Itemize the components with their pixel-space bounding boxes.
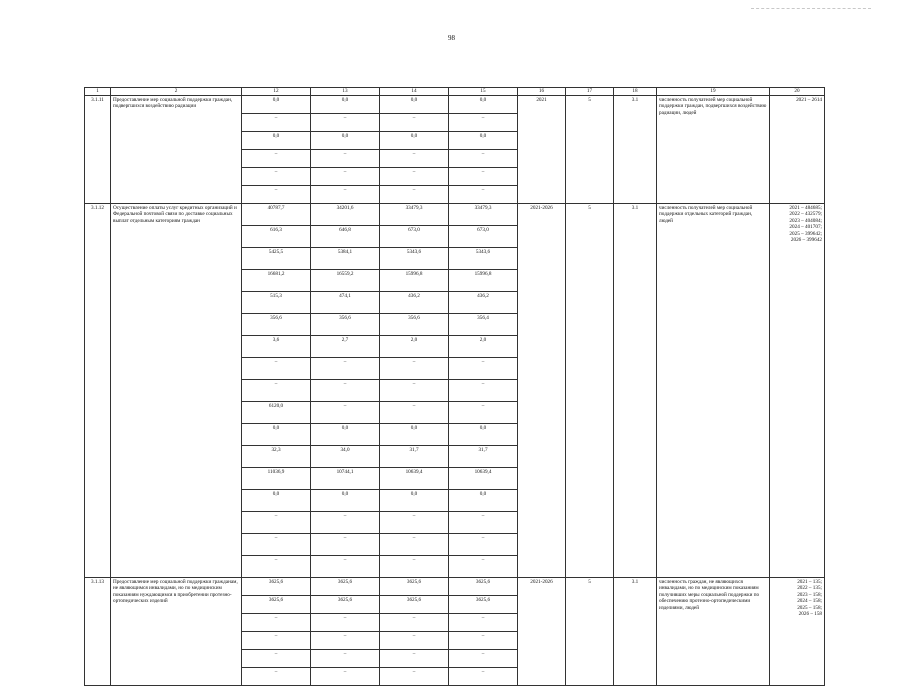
value-cell: 5343,6 <box>449 247 518 269</box>
value-cell: – <box>380 401 449 423</box>
table-row <box>85 203 825 225</box>
value-cell: 31,7 <box>380 445 449 467</box>
value-cell: 0,0 <box>449 131 518 149</box>
header-row <box>85 88 825 96</box>
value-cell: – <box>449 167 518 185</box>
col-header: 16 <box>518 88 566 96</box>
value-cell: – <box>449 379 518 401</box>
value-cell: 2,0 <box>449 335 518 357</box>
item-indicator: численность граждан, не являющихся инвалидами, но по медицинским показаниям получивших меры социальной поддержки по обеспечению протезно-ортопедическими изделиями, людей <box>657 577 770 685</box>
value-cell: 2,7 <box>311 335 380 357</box>
value-cell: 10744,1 <box>311 467 380 489</box>
col-header: 1 <box>85 88 111 96</box>
value-cell: 5343,6 <box>380 247 449 269</box>
item-targets: 2021 – 135; 2022 – 135; 2023 – 158; 2024 – 158; 2025 – 158; 2026 – 158 <box>770 577 825 685</box>
value-cell: 10639,4 <box>380 467 449 489</box>
value-cell: 646,8 <box>311 225 380 247</box>
program-table <box>84 87 825 686</box>
value-cell: 16681,2 <box>242 269 311 291</box>
value-cell: – <box>380 555 449 577</box>
value-cell: 0,0 <box>311 489 380 511</box>
value-cell: 3625,6 <box>242 577 311 595</box>
value-cell: 0,0 <box>380 489 449 511</box>
value-cell: 436,2 <box>380 291 449 313</box>
item-period: 2021 <box>518 95 566 203</box>
value-cell: – <box>242 511 311 533</box>
value-cell: – <box>242 667 311 685</box>
value-cell: 356,6 <box>311 313 380 335</box>
value-cell: 673,0 <box>449 225 518 247</box>
value-cell: 515,3 <box>242 291 311 313</box>
value-cell: 0,0 <box>242 95 311 113</box>
value-cell: 0,0 <box>311 423 380 445</box>
value-cell: 0,0 <box>449 95 518 113</box>
value-cell: – <box>449 555 518 577</box>
value-cell: 0,0 <box>380 423 449 445</box>
value-cell: – <box>242 167 311 185</box>
value-cell: – <box>380 379 449 401</box>
value-cell: 34201,6 <box>311 203 380 225</box>
value-cell: – <box>311 667 380 685</box>
value-cell: – <box>380 357 449 379</box>
value-cell: – <box>311 379 380 401</box>
col-header: 17 <box>566 88 614 96</box>
value-cell: 356,4 <box>449 313 518 335</box>
page-number: 98 <box>448 34 455 42</box>
value-cell: 10639,4 <box>449 467 518 489</box>
value-cell: 34,0 <box>311 445 380 467</box>
value-cell: – <box>242 357 311 379</box>
item-col18: 3.1 <box>614 577 657 685</box>
value-cell: – <box>242 631 311 649</box>
value-cell: 673,0 <box>380 225 449 247</box>
item-period: 2021-2026 <box>518 577 566 685</box>
value-cell: – <box>380 533 449 555</box>
table-row <box>85 95 825 113</box>
value-cell: 3625,6 <box>242 595 311 613</box>
value-cell: 31,7 <box>449 445 518 467</box>
value-cell: – <box>311 613 380 631</box>
value-cell: 0,0 <box>242 423 311 445</box>
value-cell: – <box>311 555 380 577</box>
value-cell: 3625,6 <box>449 595 518 613</box>
value-cell: – <box>449 149 518 167</box>
value-cell: – <box>449 185 518 203</box>
value-cell: 356,6 <box>242 313 311 335</box>
item-targets: 2021 – 2614 <box>770 95 825 203</box>
col-header: 18 <box>614 88 657 96</box>
item-targets: 2021 – 484685; 2022 – 432579; 2023 – 404084; 2024 – 401707; 2025 – 399642; 2026 – 399642 <box>770 203 825 577</box>
value-cell: – <box>311 113 380 131</box>
item-col17: 5 <box>566 95 614 203</box>
value-cell: 5425,5 <box>242 247 311 269</box>
col-header: 15 <box>449 88 518 96</box>
value-cell: – <box>449 667 518 685</box>
value-cell: – <box>311 401 380 423</box>
value-cell: – <box>311 649 380 667</box>
value-cell: – <box>242 533 311 555</box>
value-cell: 15996,8 <box>380 269 449 291</box>
value-cell: – <box>380 167 449 185</box>
value-cell: 0,0 <box>449 489 518 511</box>
value-cell: 33479,3 <box>380 203 449 225</box>
col-header: 19 <box>657 88 770 96</box>
value-cell: 0,0 <box>380 95 449 113</box>
value-cell: 0,0 <box>311 95 380 113</box>
value-cell: – <box>311 185 380 203</box>
value-cell: – <box>380 667 449 685</box>
item-indicator: численность получателей мер социальной поддержки отдельных категорий граждан, людей <box>657 203 770 577</box>
value-cell: – <box>242 149 311 167</box>
value-cell: 32,3 <box>242 445 311 467</box>
value-cell: 356,6 <box>380 313 449 335</box>
value-cell: 11036,9 <box>242 467 311 489</box>
item-code: 3.1.11 <box>85 95 111 203</box>
item-period: 2021-2026 <box>518 203 566 577</box>
col-header: 13 <box>311 88 380 96</box>
value-cell: – <box>380 649 449 667</box>
value-cell: 6120,0 <box>242 401 311 423</box>
item-name: Предоставление мер социальной поддержки граждан, подвергшихся воздействию радиации <box>111 95 242 203</box>
value-cell: – <box>380 113 449 131</box>
item-code: 3.1.12 <box>85 203 111 577</box>
value-cell: – <box>449 357 518 379</box>
value-cell: – <box>311 533 380 555</box>
value-cell: 16559,2 <box>311 269 380 291</box>
value-cell: 0,0 <box>449 423 518 445</box>
value-cell: – <box>242 555 311 577</box>
value-cell: 0,0 <box>242 131 311 149</box>
value-cell: – <box>380 185 449 203</box>
value-cell: 616,3 <box>242 225 311 247</box>
value-cell: – <box>242 113 311 131</box>
value-cell: – <box>449 631 518 649</box>
item-col17: 5 <box>566 577 614 685</box>
value-cell: 3625,6 <box>380 577 449 595</box>
value-cell: – <box>311 167 380 185</box>
item-col18: 3.1 <box>614 203 657 577</box>
value-cell: 3625,6 <box>311 595 380 613</box>
value-cell: 3,6 <box>242 335 311 357</box>
value-cell: – <box>380 613 449 631</box>
value-cell: – <box>449 533 518 555</box>
value-cell: 33479,3 <box>449 203 518 225</box>
item-col17: 5 <box>566 203 614 577</box>
value-cell: – <box>311 357 380 379</box>
item-name: Осуществление оплаты услуг кредитных организаций и Федеральной почтовой связи по доставке социальных выплат отдельным категориям граждан <box>111 203 242 577</box>
top-corner-line <box>751 8 871 9</box>
value-cell: – <box>311 631 380 649</box>
item-code: 3.1.13 <box>85 577 111 685</box>
value-cell: 474,1 <box>311 291 380 313</box>
value-cell: – <box>380 149 449 167</box>
value-cell: 3625,6 <box>380 595 449 613</box>
value-cell: 3625,6 <box>449 577 518 595</box>
value-cell: 0,0 <box>380 131 449 149</box>
value-cell: – <box>311 511 380 533</box>
value-cell: 2,0 <box>380 335 449 357</box>
value-cell: 5384,1 <box>311 247 380 269</box>
col-header: 2 <box>111 88 242 96</box>
value-cell: – <box>242 649 311 667</box>
value-cell: – <box>242 379 311 401</box>
value-cell: 0,0 <box>311 131 380 149</box>
value-cell: – <box>242 613 311 631</box>
value-cell: – <box>449 649 518 667</box>
item-name: Предоставление мер социальной поддержки гражданам, не являющимся инвалидами, но по медицинским показаниям нуждающимся в приобретении протезно-ортопедических изделий <box>111 577 242 685</box>
item-col18: 3.1 <box>614 95 657 203</box>
value-cell: – <box>449 113 518 131</box>
value-cell: 40787,7 <box>242 203 311 225</box>
col-header: 12 <box>242 88 311 96</box>
value-cell: 3625,6 <box>311 577 380 595</box>
value-cell: 15996,8 <box>449 269 518 291</box>
col-header: 20 <box>770 88 825 96</box>
value-cell: – <box>311 149 380 167</box>
value-cell: – <box>380 631 449 649</box>
value-cell: – <box>380 511 449 533</box>
value-cell: – <box>449 511 518 533</box>
table-row <box>85 577 825 595</box>
value-cell: 436,2 <box>449 291 518 313</box>
value-cell: – <box>449 401 518 423</box>
value-cell: – <box>449 613 518 631</box>
value-cell: – <box>242 185 311 203</box>
col-header: 14 <box>380 88 449 96</box>
value-cell: 0,0 <box>242 489 311 511</box>
item-indicator: численность получателей мер социальной поддержки граждан, подвергшихся воздействию радиации, людей <box>657 95 770 203</box>
